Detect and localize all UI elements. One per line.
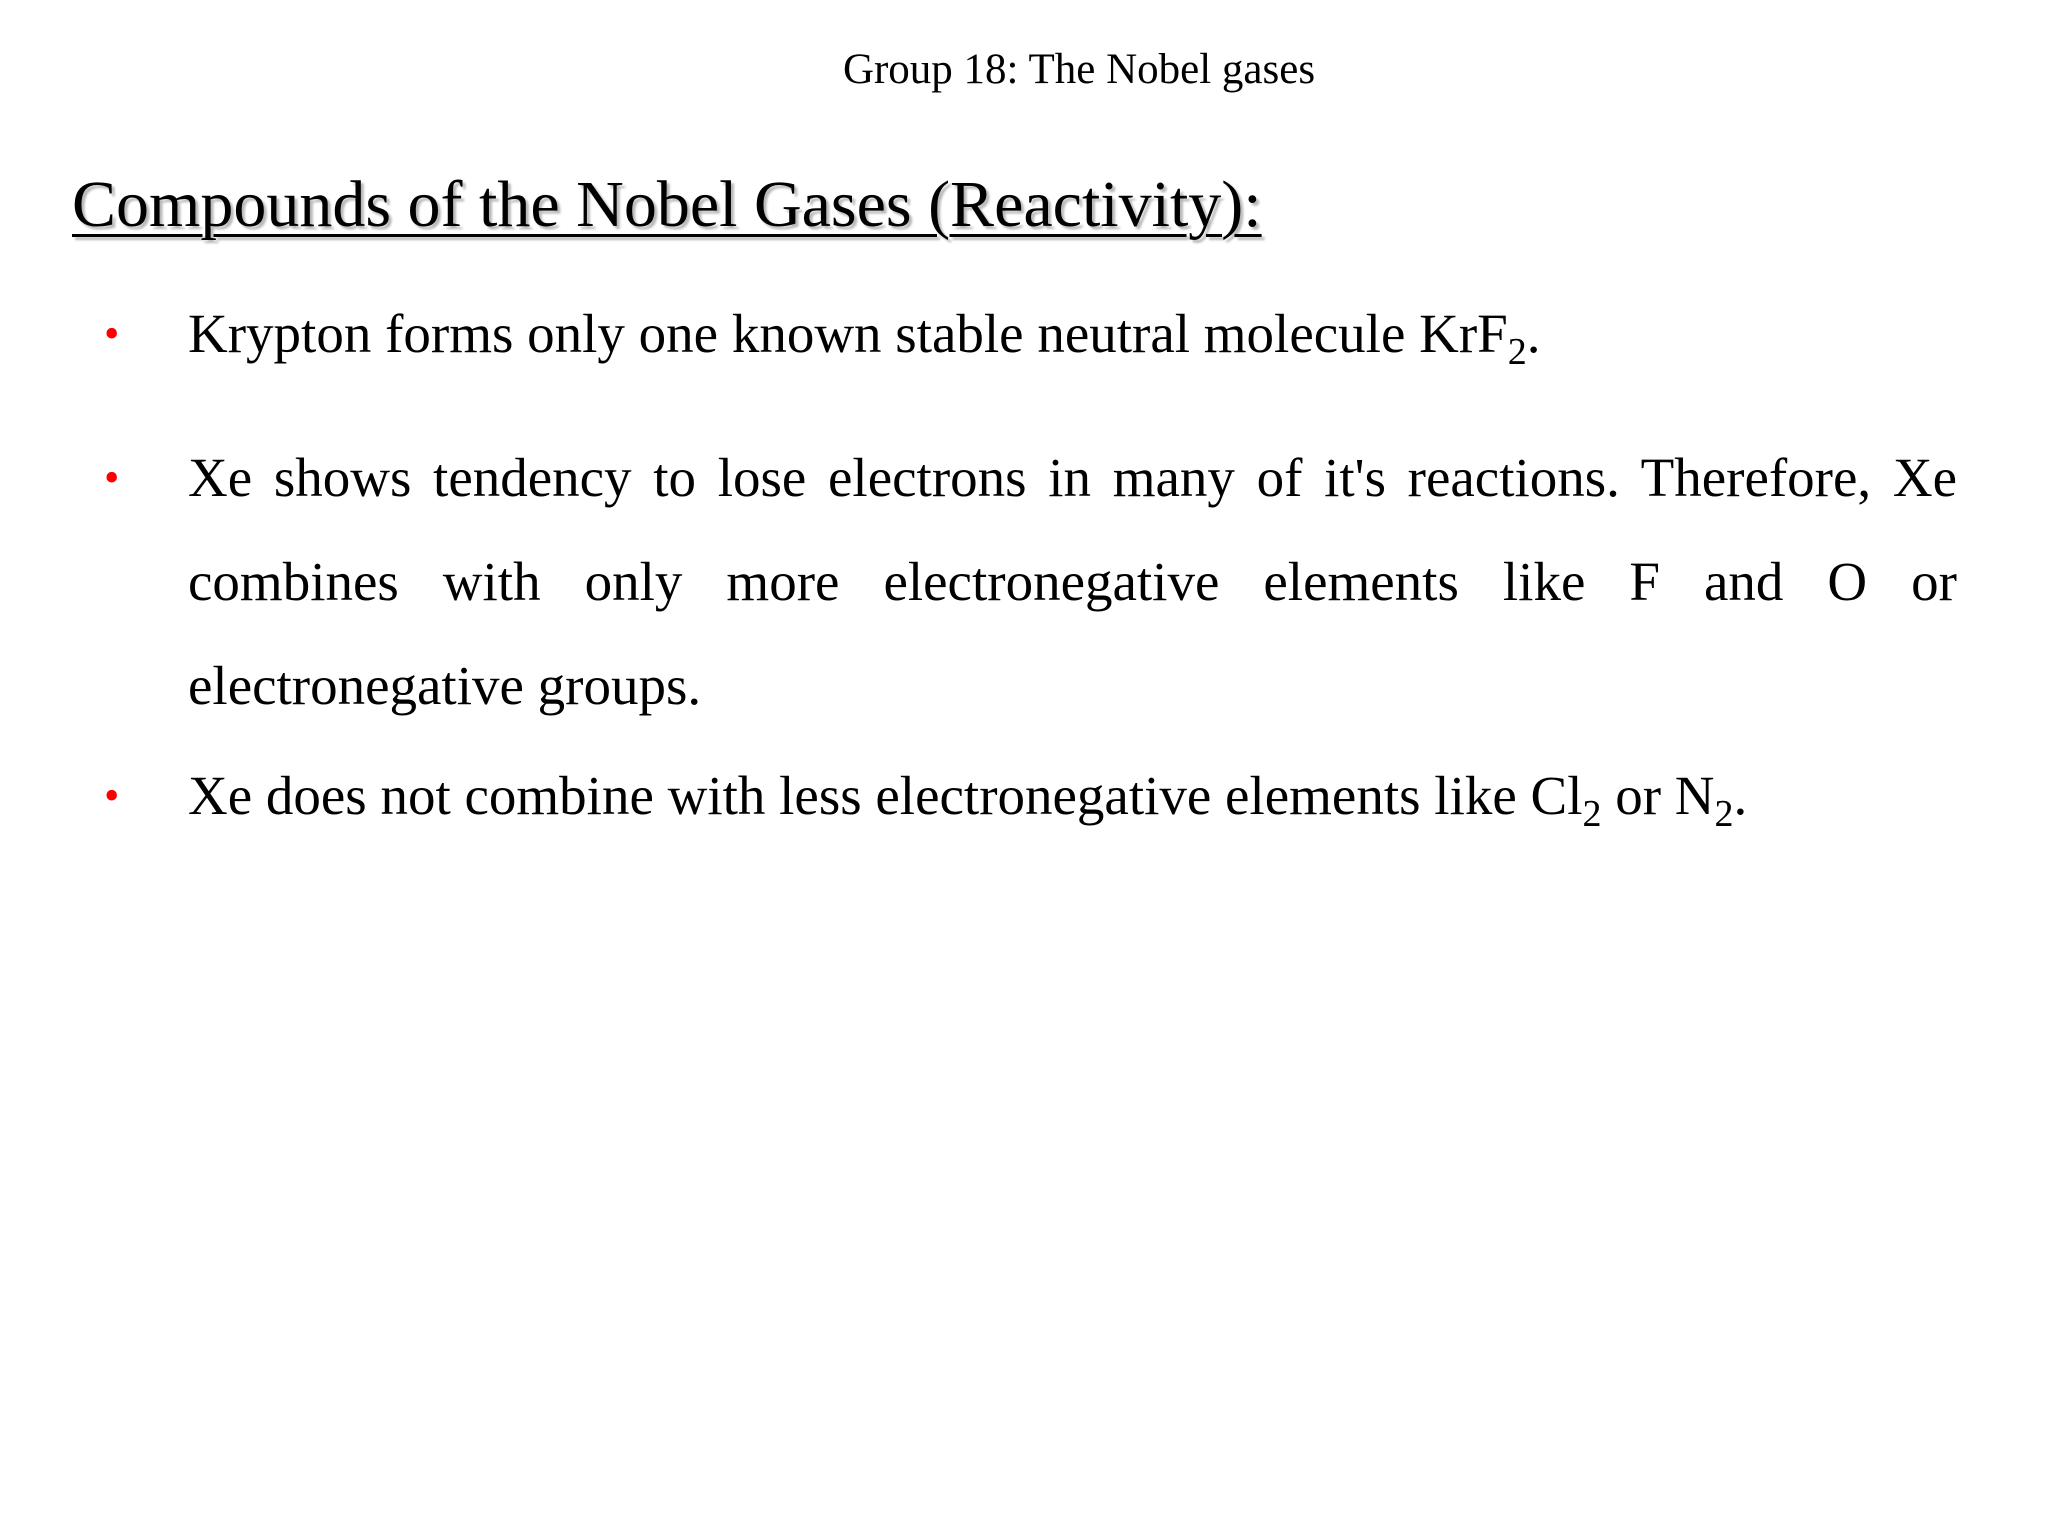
text-segment: or N: [1601, 765, 1715, 826]
subscript: 2: [1582, 793, 1602, 835]
bullet-icon: •: [104, 771, 120, 820]
bullet-icon: •: [104, 309, 120, 358]
subscript: 2: [1714, 793, 1734, 835]
slide-header-title: Group 18: The Nobel gases: [842, 46, 1316, 93]
text-segment: Krypton forms only one known stable neutral molecule KrF: [188, 303, 1508, 364]
section-heading: Compounds of the Nobel Gases (Reactivity):: [72, 168, 1262, 241]
bullet-text-krypton: [188, 282, 1957, 386]
text-segment: Xe does not combine with less electronegative elements like Cl: [188, 765, 1583, 826]
subscript: 2: [1507, 331, 1527, 373]
bullet-text-xenon-tendency: Xe shows tendency to lose electrons in many of it's reactions. Therefore, Xe combines with only more electronegative elements like F and O or electronegative groups.: [188, 447, 1957, 716]
bullet-icon: •: [104, 453, 120, 502]
bullet-text-xenon-noncombine: [188, 744, 1957, 848]
text-segment: .: [1526, 303, 1541, 364]
text-segment: .: [1733, 765, 1748, 826]
